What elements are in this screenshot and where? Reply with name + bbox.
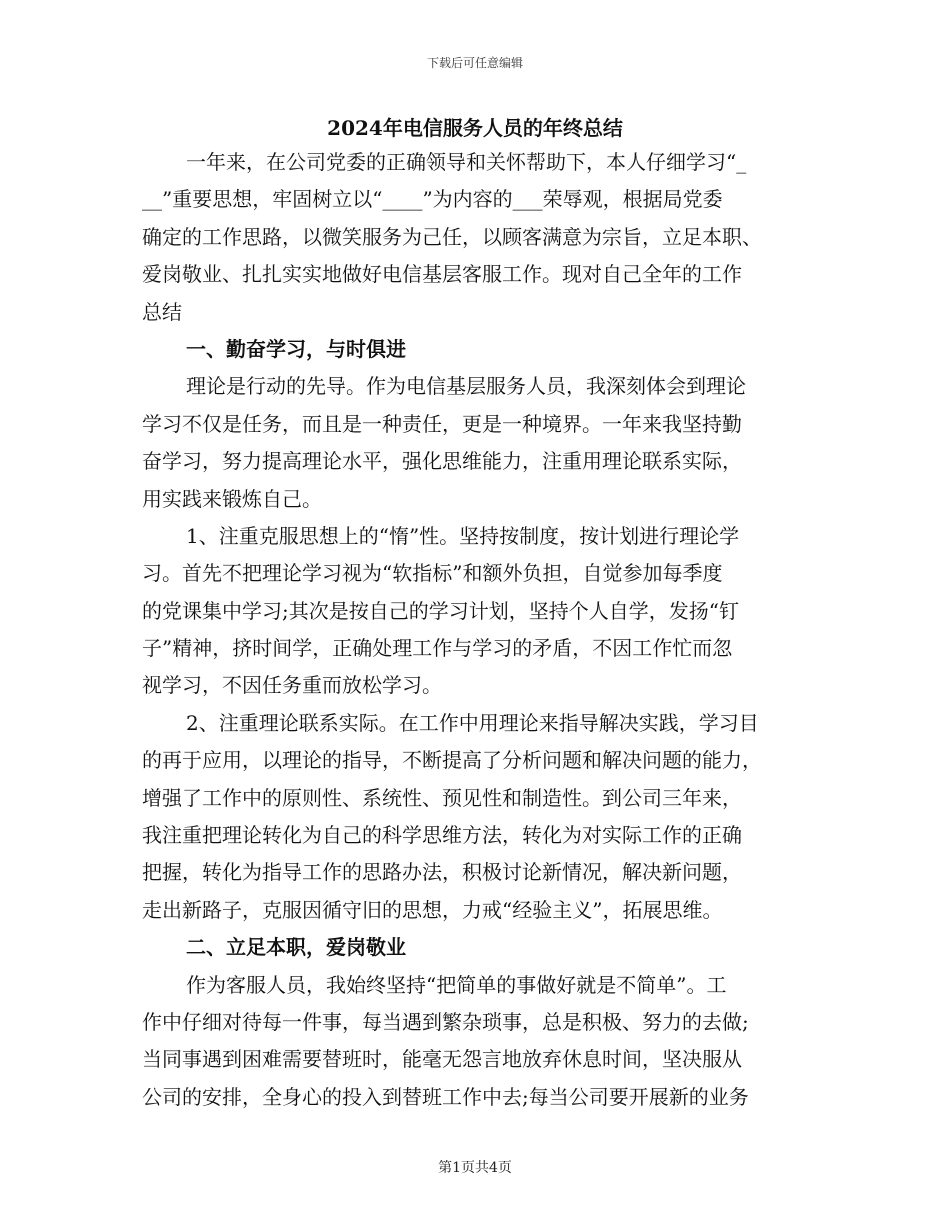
page-header-note: 下载后可任意编辑 xyxy=(426,56,523,70)
text-line: 子”精神，挤时间学，正确处理工作与学习的矛盾，不因工作忙而忽 xyxy=(142,636,733,661)
section-heading: 一、勤奋学习，与时俱进 xyxy=(186,336,406,361)
text-line: 视学习，不因任务重而放松学习。 xyxy=(142,673,442,698)
text-line: 一年来，在公司党委的正确领导和关怀帮助下，本人仔细学习“_ xyxy=(186,150,747,174)
text-line: 作中仔细对待每一件事，每当遇到繁杂琐事，总是积极、努力的去做; xyxy=(142,1009,749,1034)
text-line: 走出新路子，克服因循守旧的思想，力戒“经验主义”，拓展思维。 xyxy=(142,897,723,922)
text-line: 爱岗敬业、扎扎实实地做好电信基层客服工作。现对自己全年的工作 xyxy=(142,262,742,287)
page-number: 第1页共4页 xyxy=(438,1160,512,1176)
text-line: 总结 xyxy=(142,299,182,324)
text-line: 的再于应用，以理论的指导，不断提高了分析问题和解决问题的能力， xyxy=(142,748,762,773)
text-line: 确定的工作思路，以微笑服务为己任，以顾客满意为宗旨，立足本职、 xyxy=(142,224,762,249)
text-line: 理论是行动的先导。作为电信基层服务人员，我深刻体会到理论 xyxy=(186,374,746,399)
text-line: 公司的安排，全身心的投入到替班工作中去;每当公司要开展新的业务 xyxy=(142,1084,749,1109)
document-title: 2024年电信服务人员的年终总结 xyxy=(327,116,623,140)
text-line: 我注重把理论转化为自己的科学思维方法，转化为对实际工作的正确 xyxy=(142,823,742,848)
text-line: 学习不仅是任务，而且是一种责任，更是一种境界。一年来我坚持勤 xyxy=(142,411,742,436)
text-line: 1、注重克服思想上的“惰”性。坚持按制度，按计划进行理论学 xyxy=(186,523,740,548)
text-line: 奋学习，努力提高理论水平，强化思维能力，注重用理论联系实际， xyxy=(142,449,742,474)
text-line: 当同事遇到困难需要替班时，能毫无怨言地放弃休息时间，坚决服从 xyxy=(142,1047,742,1072)
text-line: 把握，转化为指导工作的思路办法，积极讨论新情况，解决新问题， xyxy=(142,860,742,885)
section-heading: 二、立足本职，爱岗敬业 xyxy=(186,935,406,960)
text-line: 习。首先不把理论学习视为“软指标”和额外负担，自觉参加每季度 xyxy=(142,561,723,586)
document-body xyxy=(142,114,808,1116)
text-line: 的党课集中学习;其次是按自己的学习计划，坚持个人自学，发扬“钉 xyxy=(142,598,739,623)
text-line: __”重要思想，牢固树立以“____”为内容的___荣辱观，根据局党委 xyxy=(142,187,723,212)
text-line: 作为客服人员，我始终坚持“把简单的事做好就是不简单”。工 xyxy=(186,972,727,997)
text-line: 用实践来锻炼自己。 xyxy=(142,486,322,511)
text-line: 2、注重理论联系实际。在工作中用理论来指导解决实践，学习目 xyxy=(186,710,759,735)
text-line: 增强了工作中的原则性、系统性、预见性和制造性。到公司三年来， xyxy=(142,785,742,810)
document-text xyxy=(142,144,808,1116)
